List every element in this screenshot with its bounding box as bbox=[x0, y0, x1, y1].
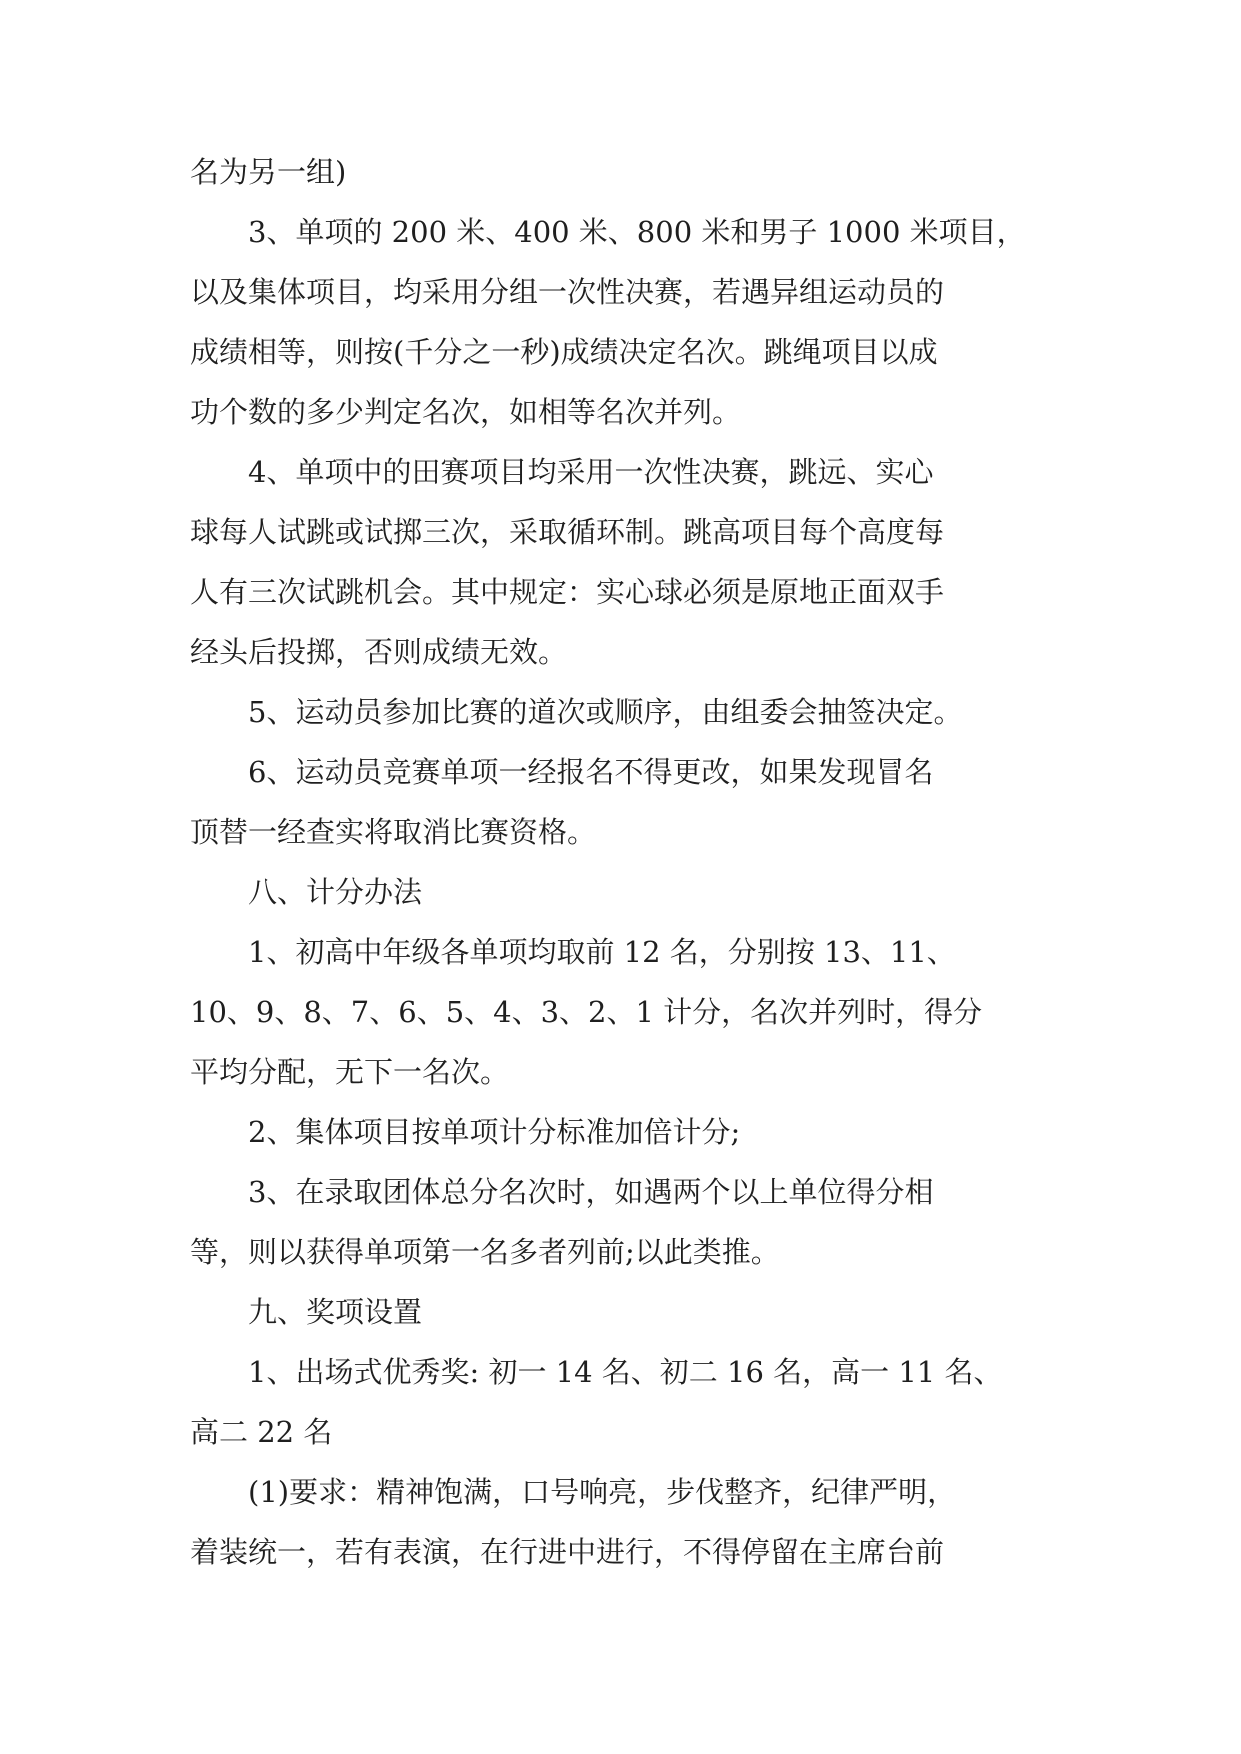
text-line: 1、初高中年级各单项均取前 12 名，分别按 13、11、 bbox=[248, 935, 956, 969]
text-line: 2、集体项目按单项计分标准加倍计分; bbox=[248, 1115, 741, 1149]
text-line: 球每人试跳或试掷三次，采取循环制。跳高项目每个高度每 bbox=[190, 515, 945, 549]
text-line: 高二 22 名 bbox=[190, 1415, 333, 1449]
document-body bbox=[190, 142, 1070, 1582]
text-line: 5、运动员参加比赛的道次或顺序，由组委会抽签决定。 bbox=[248, 695, 963, 729]
text-line: 顶替一经查实将取消比赛资格。 bbox=[190, 815, 597, 849]
text-line: (1)要求：精神饱满，口号响亮，步伐整齐，纪律严明， bbox=[248, 1475, 957, 1509]
text-line: 等，则以获得单项第一名多者列前;以此类推。 bbox=[190, 1235, 780, 1269]
section-heading: 八、计分办法 bbox=[248, 875, 423, 909]
text-line: 10、9、8、7、6、5、4、3、2、1 计分，名次并列时，得分 bbox=[190, 995, 983, 1029]
text-line: 3、单项的 200 米、400 米、800 米和男子 1000 米项目， bbox=[248, 215, 1026, 249]
text-line: 平均分配，无下一名次。 bbox=[190, 1055, 510, 1089]
text-line: 4、单项中的田赛项目均采用一次性决赛，跳远、实心 bbox=[248, 455, 934, 489]
text-line: 经头后投掷，否则成绩无效。 bbox=[190, 635, 568, 669]
section-heading: 九、奖项设置 bbox=[248, 1295, 423, 1329]
text-line: 名为另一组) bbox=[190, 155, 347, 189]
text-line: 以及集体项目，均采用分组一次性决赛，若遇异组运动员的 bbox=[190, 275, 945, 309]
text-line: 人有三次试跳机会。其中规定：实心球必须是原地正面双手 bbox=[190, 575, 945, 609]
text-line: 6、运动员竞赛单项一经报名不得更改，如果发现冒名 bbox=[248, 755, 934, 789]
text-line: 3、在录取团体总分名次时，如遇两个以上单位得分相 bbox=[248, 1175, 934, 1209]
text-line: 成绩相等，则按(千分之一秒)成绩决定名次。跳绳项目以成 bbox=[190, 335, 938, 369]
text-line: 1、出场式优秀奖: 初一 14 名、初二 16 名，高一 11 名、 bbox=[248, 1355, 1003, 1389]
text-line: 功个数的多少判定名次，如相等名次并列。 bbox=[190, 395, 742, 429]
text-line: 着装统一，若有表演，在行进中进行，不得停留在主席台前 bbox=[190, 1535, 945, 1569]
